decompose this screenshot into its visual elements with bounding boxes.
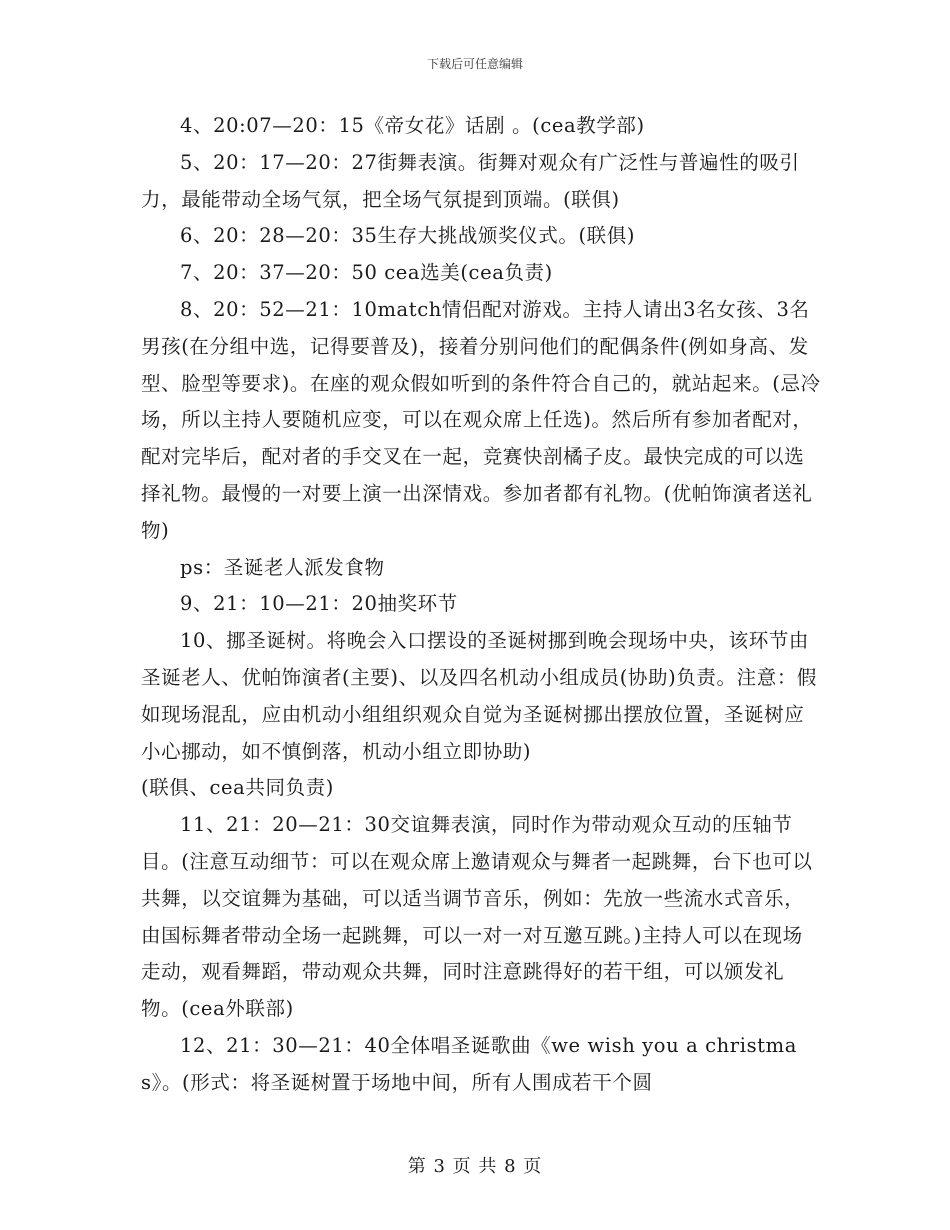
paragraph-item-6: 6、20：28—20：35生存大挑战颁奖仪式。(联俱) (180, 224, 636, 248)
document-body (141, 108, 821, 1102)
paragraph-item-9: 9、21：10—21：20抽奖环节 (180, 592, 458, 616)
paragraph-item-5: 5、20：17—20：27街舞表演。街舞对观众有广泛性与普遍性的吸引力，最能带动全场气氛，把全场气氛提到顶端。(联俱) (141, 150, 800, 211)
paragraph-item-8: 8、20：52—21：10match情侣配对游戏。主持人请出3名女孩、3名男孩(在分组中选，记得要普及)，接着分别问他们的配偶条件(例如身高、发型、脸型等要求)。在座的观众假如听到的条件符合自己的，就站起来。(忌冷场，所以主持人要随机应变，可以在观众席上任选)。然后所有参加者配对， 配对完毕后，配对者的手交叉在一起，竞赛快剖橘子皮。最快完成的可以选择礼物。最慢的一对要上演一出深情戏。参加者都有礼物。(优帕饰演者送礼物) (141, 297, 821, 542)
paragraph-item-4: 4、20:07—20：15《帝女花》话剧 。(cea教学部) (180, 114, 645, 137)
paragraph-ps: ps：圣诞老人派发食物 (180, 555, 385, 579)
paragraph-item-10: 10、挪圣诞树。将晚会入口摆设的圣诞树挪到晚会现场中央，该环节由圣诞老人、优帕饰演者(主要)、以及四名机动小组成员(协助)负责。注意：假如现场混乱，应由机动小组组织观众自觉为圣诞树挪出摆放位置，圣诞树应小心挪动，如不慎倒落，机动小组立即协助) (141, 629, 818, 763)
paragraph-item-11: 11、21：20—21：30交谊舞表演，同时作为带动观众互动的压轴节目。(注意互动细节：可以在观众席上邀请观众与舞者一起跳舞，台下也可以共舞，以交谊舞为基础，可以适当调节音乐，例如：先放一些流水式音乐，由国标舞者带动全场一起跳舞，可以一对一对互邀互跳。)主持人可以在现场走动，观看舞蹈，带动观众共舞，同时注意跳得好的若干组，可以颁发礼物。(cea外联部) (141, 813, 813, 1021)
page-header: 下载后可任意编辑 (426, 57, 523, 71)
paragraph-responsible-note: (联俱、cea共同负责) (141, 776, 335, 800)
paragraph-item-12: 12、21：30—21：40全体唱圣诞歌曲《we wish you a christmas》。(形式：将圣诞树置于场地中间，所有人围成若干个圆 (141, 1033, 797, 1094)
paragraph-item-7: 7、20：37—20：50 cea选美(cea负责) (180, 261, 553, 285)
page-footer: 第 3 页 共 8 页 (407, 1156, 543, 1177)
